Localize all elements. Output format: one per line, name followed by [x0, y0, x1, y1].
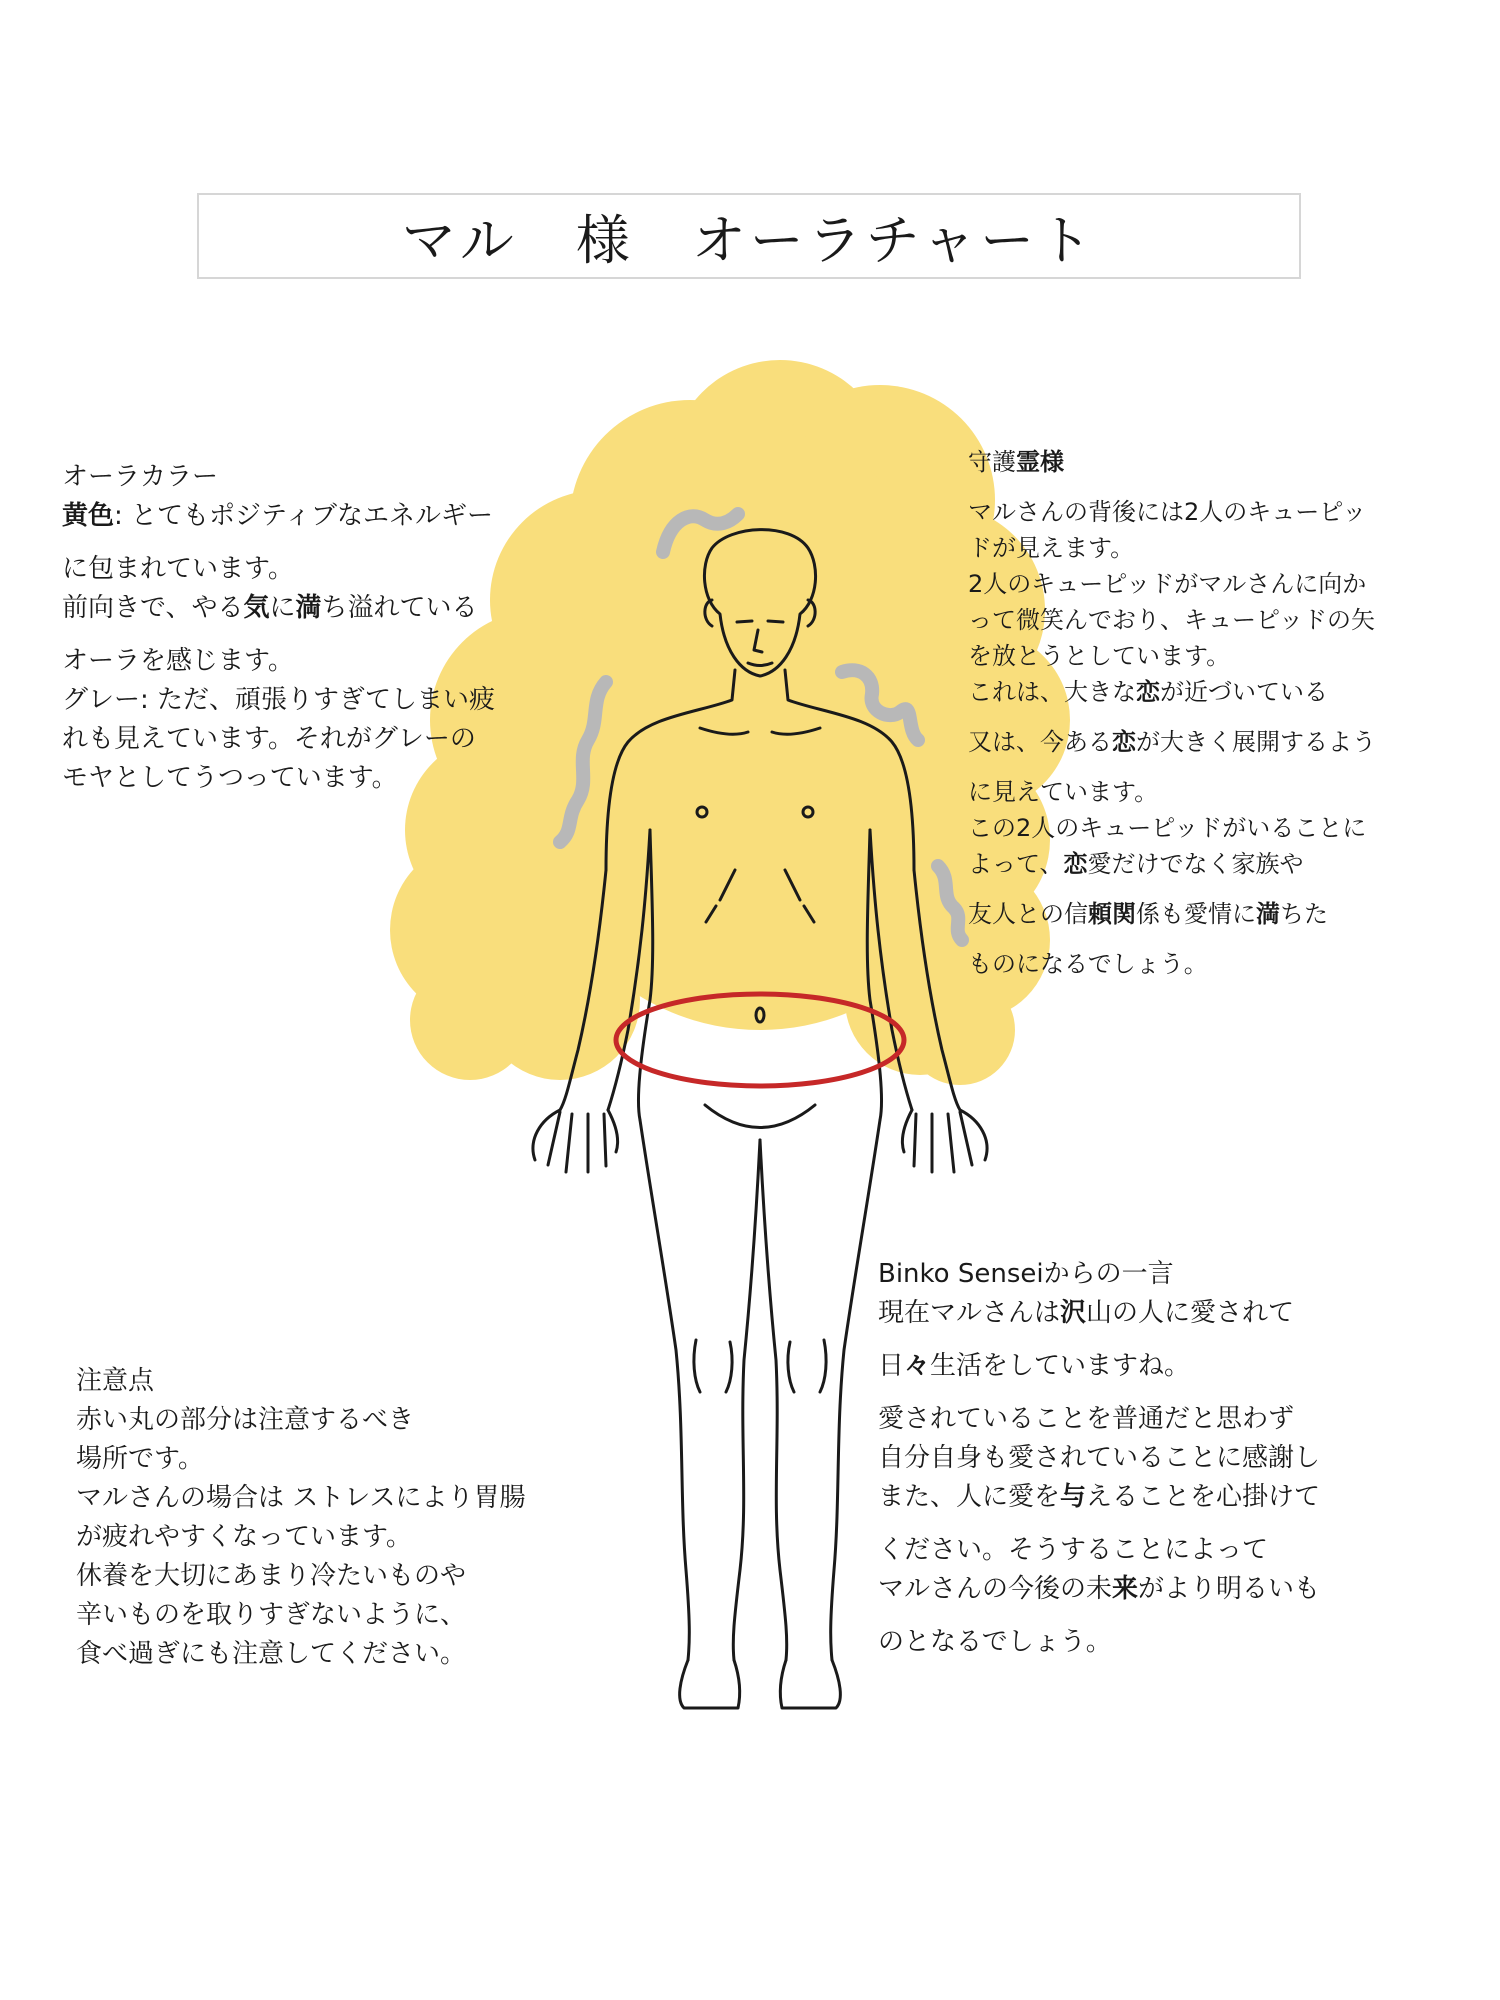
aura-color-section	[62, 458, 495, 798]
guardian-line9: この2人のキューピッドがいることに	[968, 814, 1367, 842]
guardian-line1: マルさんの背後には2人のキューピッ	[968, 498, 1367, 526]
message-line5a: また、人に愛を	[878, 1482, 1061, 1512]
message-line2c: 生活をしていますね。	[930, 1351, 1191, 1381]
message-heading: Binko Senseiからの一言	[878, 1259, 1174, 1289]
message-line1c: 山の人に愛されて	[1086, 1298, 1295, 1328]
yellow-line3c: に	[269, 593, 296, 623]
guardian-line7c: が大きく展開するよう	[1136, 728, 1376, 756]
guardian-line10c: 愛だけでなく家族や	[1087, 850, 1304, 878]
guardian-line11e: ちた	[1280, 900, 1328, 928]
caution-line3: マルさんの場合は ストレスにより胃腸	[76, 1483, 526, 1513]
message-line1b: 沢	[1060, 1298, 1087, 1328]
caution-line4: が疲れやすくなっています。	[76, 1522, 412, 1552]
aura-heading: オーラカラー	[62, 462, 219, 492]
yellow-line3d: 満	[295, 593, 322, 623]
message-line6: ください。そうすることによって	[878, 1535, 1269, 1565]
guardian-line11c: 係も愛情に	[1136, 900, 1256, 928]
message-line7b: 来	[1112, 1574, 1139, 1604]
guardian-heading-a: 守護	[968, 448, 1016, 476]
guardian-spirit-section	[968, 444, 1376, 982]
yellow-line4: オーラを感じます。	[62, 646, 294, 676]
message-line5b: 与	[1060, 1482, 1087, 1512]
sensei-message-section	[878, 1255, 1320, 1662]
yellow-line3b: 気	[243, 593, 270, 623]
message-line2b: 々	[904, 1351, 931, 1381]
guardian-line8: に見えています。	[968, 778, 1159, 806]
guardian-line11d: 満	[1256, 900, 1280, 928]
message-line2a: 日	[878, 1351, 905, 1381]
page-title: マル 様 オーラチャート	[401, 208, 1097, 272]
guardian-line7a: 又は、今ある	[968, 728, 1112, 756]
caution-section	[76, 1362, 526, 1674]
message-line7a: マルさんの今後の未	[878, 1574, 1113, 1604]
message-line5c: えることを心掛けて	[1086, 1482, 1321, 1512]
message-line8: のとなるでしょう。	[878, 1627, 1112, 1657]
guardian-line4: って微笑んでおり、キューピッドの矢	[968, 606, 1376, 634]
yellow-label: 黄色	[62, 501, 115, 531]
caution-line7: 食べ過ぎにも注意してください。	[76, 1639, 467, 1669]
guardian-line3: 2人のキューピッドがマルさんに向か	[968, 570, 1367, 598]
message-line3: 愛されていることを普通だと思わず	[878, 1404, 1295, 1434]
message-line1a: 現在マルさんは	[878, 1298, 1061, 1328]
guardian-line2: ドが見えます。	[968, 534, 1135, 562]
yellow-line3a: 前向きで、やる	[62, 593, 244, 623]
guardian-line7b: 恋	[1112, 728, 1136, 756]
yellow-line3e: ち溢れている	[321, 593, 478, 623]
guardian-line6c: が近づいている	[1160, 678, 1328, 706]
guardian-line11b: 頼関	[1088, 900, 1136, 928]
caution-line2: 場所です。	[76, 1444, 204, 1474]
caution-heading: 注意点	[76, 1366, 155, 1396]
guardian-line6a: これは、大きな	[968, 678, 1136, 706]
caution-line6: 辛いものを取りすぎないように、	[76, 1600, 467, 1630]
caution-line5: 休養を大切にあまり冷たいものや	[76, 1561, 467, 1591]
guardian-heading-b: 霊様	[1016, 448, 1064, 476]
guardian-line10a: よって、	[968, 850, 1064, 878]
grey-line2: れも見えています。それがグレーの	[62, 724, 476, 754]
guardian-line10b: 恋	[1063, 850, 1088, 878]
guardian-line6b: 恋	[1136, 678, 1160, 706]
grey-line1: グレー: ただ、頑張りすぎてしまい疲	[62, 685, 496, 715]
message-line4: 自分自身も愛されていることに感謝し	[878, 1443, 1321, 1473]
grey-line3: モヤとしてうつっています。	[62, 763, 398, 793]
message-line7c: がより明るいも	[1138, 1574, 1321, 1604]
guardian-line12: ものになるでしょう。	[968, 950, 1208, 978]
guardian-line11a: 友人との信	[968, 900, 1088, 928]
caution-line1: 赤い丸の部分は注意するべき	[76, 1405, 415, 1435]
yellow-line2: に包まれています。	[62, 554, 294, 584]
yellow-line1: : とてもポジティブなエネルギー	[114, 501, 493, 531]
guardian-line5: を放とうとしています。	[968, 642, 1231, 670]
